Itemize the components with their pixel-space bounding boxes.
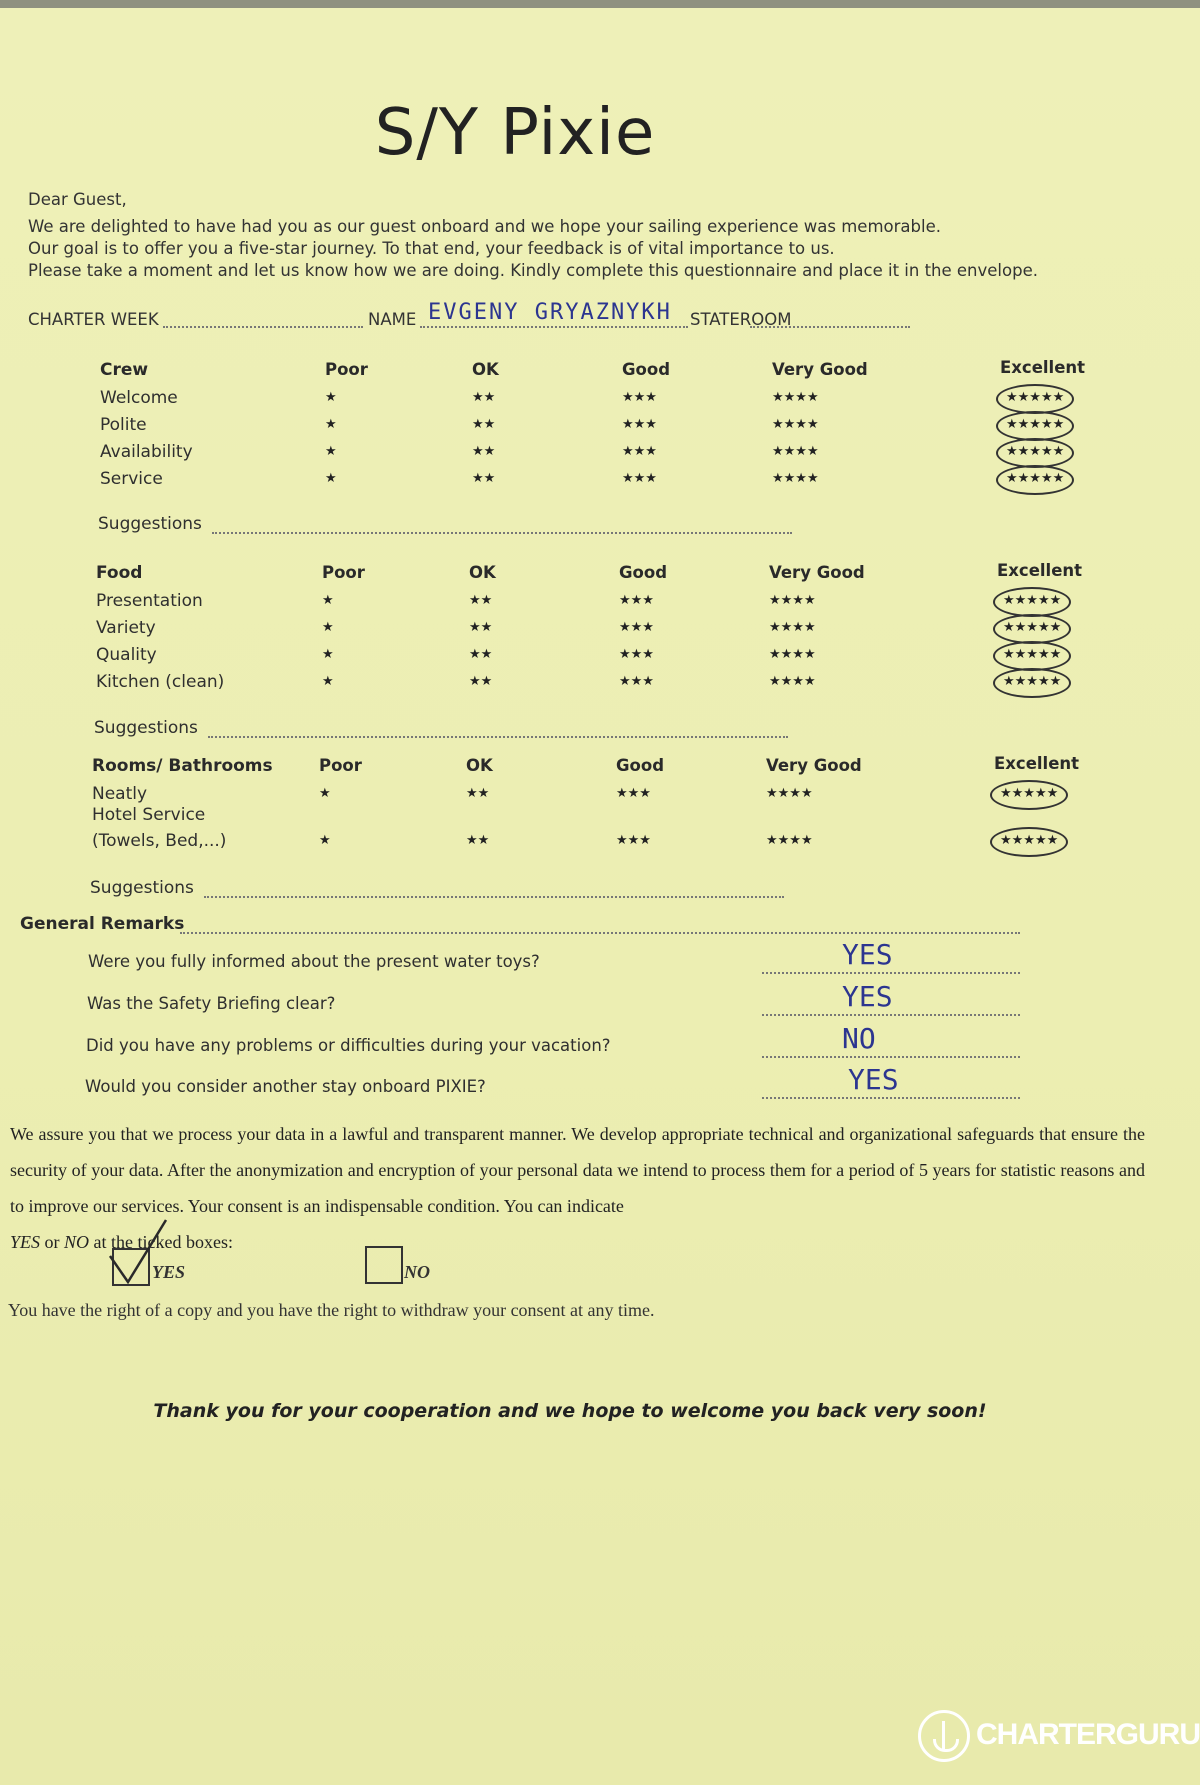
section-heading: Food: [96, 563, 143, 583]
rating-column-header: OK: [469, 563, 496, 582]
rating-option-ok[interactable]: ★★: [472, 390, 496, 405]
rating-option-very-good[interactable]: ★★★★: [772, 471, 819, 486]
suggestions-label: Suggestions: [98, 514, 202, 534]
selected-rating-circle: [993, 614, 1071, 644]
form-title: S/Y Pixie: [374, 96, 656, 170]
intro-line-2: Our goal is to offer you a five-star journey. To that end, your feedback is of vital importance to us.: [28, 239, 835, 258]
indicate-rest: at the ticked boxes:: [89, 1232, 233, 1252]
rating-option-very-good[interactable]: ★★★★: [769, 620, 816, 635]
rating-column-header: Excellent: [994, 754, 1080, 773]
indicate-no: NO: [64, 1232, 90, 1252]
selected-rating-circle: [996, 411, 1074, 441]
rating-column-header: Very Good: [772, 360, 868, 379]
remark-answer-line: [762, 1056, 1020, 1058]
rating-option-very-good[interactable]: ★★★★: [772, 444, 819, 459]
remark-answer-line: [762, 1097, 1020, 1099]
rating-option-ok[interactable]: ★★: [466, 833, 490, 848]
indicate-yes: YES: [10, 1232, 41, 1252]
rating-option-very-good[interactable]: ★★★★: [772, 390, 819, 405]
rating-option-poor[interactable]: ★: [325, 417, 337, 432]
rating-option-very-good[interactable]: ★★★★: [769, 674, 816, 689]
remark-question: Did you have any problems or difficulties during your vacation?: [86, 1036, 611, 1055]
rating-option-excellent[interactable]: ★★★★★: [1000, 833, 1059, 848]
intro-text: [28, 216, 1038, 282]
selected-rating-circle: [996, 438, 1074, 468]
rating-option-good[interactable]: ★★★: [619, 674, 654, 689]
anchor-icon: [918, 1710, 970, 1762]
section-heading: Crew: [100, 360, 149, 380]
rating-option-ok[interactable]: ★★: [472, 471, 496, 486]
rating-option-ok[interactable]: ★★: [469, 593, 493, 608]
rating-column-header: Very Good: [769, 563, 865, 582]
section-heading: Rooms/ Bathrooms: [92, 756, 273, 776]
rating-option-ok[interactable]: ★★: [469, 674, 493, 689]
remark-answer-field[interactable]: YES: [842, 938, 893, 971]
suggestions-label: Suggestions: [90, 878, 194, 898]
rating-column-header: Good: [619, 563, 668, 582]
stateroom-field[interactable]: [750, 326, 910, 328]
intro-line-1: We are delighted to have had you as our guest onboard and we hope your sailing experience was memorable.: [28, 217, 941, 236]
rating-option-poor[interactable]: ★: [322, 620, 334, 635]
rating-column-header: Poor: [319, 756, 362, 775]
rating-option-good[interactable]: ★★★: [622, 417, 657, 432]
rating-option-good[interactable]: ★★★: [622, 471, 657, 486]
suggestions-field[interactable]: [204, 896, 784, 898]
consent-yes-label: YES: [152, 1262, 186, 1282]
rating-option-poor[interactable]: ★: [319, 786, 331, 801]
rating-item-label: Neatly: [92, 784, 148, 804]
remark-question: Were you fully informed about the present water toys?: [88, 952, 540, 971]
remark-answer-field[interactable]: YES: [842, 980, 893, 1013]
selected-rating-circle: [996, 465, 1074, 495]
selected-rating-circle: [993, 587, 1071, 617]
rating-option-good[interactable]: ★★★: [619, 593, 654, 608]
general-remarks-field[interactable]: [180, 932, 1020, 934]
selected-rating-circle: [993, 668, 1071, 698]
rating-option-excellent[interactable]: ★★★★★: [1006, 417, 1065, 432]
charter-week-label: CHARTER WEEK: [28, 310, 159, 329]
rating-option-very-good[interactable]: ★★★★: [769, 647, 816, 662]
rating-option-ok[interactable]: ★★: [472, 444, 496, 459]
rating-column-header: Good: [622, 360, 671, 379]
rating-option-excellent[interactable]: ★★★★★: [1003, 674, 1062, 689]
selected-rating-circle: [990, 780, 1068, 810]
name-label: NAME: [368, 310, 417, 329]
rating-item-label: Availability: [100, 442, 193, 462]
name-field[interactable]: EVGENY GRYAZNYKH: [428, 300, 672, 325]
feedback-form-sheet: [0, 8, 1200, 1785]
rating-item-label: Variety: [96, 618, 156, 638]
rating-item-label: Quality: [96, 645, 157, 665]
consent-no-checkbox[interactable]: [365, 1246, 403, 1284]
selected-rating-circle: [990, 827, 1068, 857]
rating-column-header: Poor: [322, 563, 365, 582]
intro-line-3: Please take a moment and let us know how we are doing. Kindly complete this questionnaire and place it in the envelope.: [28, 261, 1038, 280]
remark-answer-field[interactable]: NO: [842, 1022, 876, 1055]
rating-option-excellent[interactable]: ★★★★★: [1006, 471, 1065, 486]
rating-option-excellent[interactable]: ★★★★★: [1006, 444, 1065, 459]
rating-option-poor[interactable]: ★: [322, 674, 334, 689]
rating-option-very-good[interactable]: ★★★★: [769, 593, 816, 608]
rating-option-poor[interactable]: ★: [322, 647, 334, 662]
privacy-paragraph: We assure you that we process your data in a lawful and transparent manner. We develop appropriate technical and organizational safeguards that ensure the security of your data. After the anonymization and encryption of your personal data we intend to process them for a period of 5 years for statistic reasons and to improve our services. Your consent is an indispensable condition. You can indicate: [10, 1124, 1145, 1216]
rating-column-header: OK: [466, 756, 493, 775]
rating-column-header: Excellent: [997, 561, 1083, 580]
rating-option-poor[interactable]: ★: [325, 390, 337, 405]
rating-item-label: Polite: [100, 415, 147, 435]
name-field-line: [420, 326, 688, 328]
rating-option-poor[interactable]: ★: [325, 471, 337, 486]
rating-option-very-good[interactable]: ★★★★: [766, 833, 813, 848]
rating-column-header: Very Good: [766, 756, 862, 775]
remark-answer-line: [762, 1014, 1020, 1016]
rating-option-excellent[interactable]: ★★★★★: [1003, 593, 1062, 608]
rating-option-excellent[interactable]: ★★★★★: [1003, 647, 1062, 662]
rating-option-excellent[interactable]: ★★★★★: [1000, 786, 1059, 801]
rating-column-header: Excellent: [1000, 358, 1086, 377]
rating-option-good[interactable]: ★★★: [619, 620, 654, 635]
consent-no-label: NO: [404, 1262, 430, 1282]
suggestions-field[interactable]: [208, 736, 788, 738]
selected-rating-circle: [996, 384, 1074, 414]
rating-option-good[interactable]: ★★★: [619, 647, 654, 662]
rating-item-label: Welcome: [100, 388, 178, 408]
remark-question: Would you consider another stay onboard PIXIE?: [85, 1077, 486, 1096]
rating-option-poor[interactable]: ★: [325, 444, 337, 459]
remark-answer-field[interactable]: YES: [848, 1063, 899, 1096]
stateroom-label: STATEROOM: [690, 310, 792, 329]
rating-option-excellent[interactable]: ★★★★★: [1003, 620, 1062, 635]
indicate-or: or: [40, 1232, 65, 1252]
remark-question: Was the Safety Briefing clear?: [87, 994, 336, 1013]
withdraw-statement: You have the right of a copy and you have the right to withdraw your consent at any time.: [8, 1300, 655, 1320]
rating-column-header: OK: [472, 360, 499, 379]
watermark-text: CHARTERGURU: [976, 1718, 1200, 1751]
rating-column-header: Good: [616, 756, 665, 775]
rating-option-poor[interactable]: ★: [319, 833, 331, 848]
rating-item-label: (Towels, Bed,...): [92, 831, 227, 851]
suggestions-label: Suggestions: [94, 718, 198, 738]
rating-option-ok[interactable]: ★★: [472, 417, 496, 432]
rating-item-label: Service: [100, 469, 163, 489]
rating-column-header: Poor: [325, 360, 368, 379]
remark-answer-line: [762, 972, 1020, 974]
rating-option-ok[interactable]: ★★: [466, 786, 490, 801]
greeting: Dear Guest,: [28, 190, 127, 209]
rating-option-good[interactable]: ★★★: [616, 786, 651, 801]
privacy-statement: [10, 1116, 1145, 1260]
charter-week-field[interactable]: [163, 326, 363, 328]
guest-details-row: [28, 300, 928, 332]
selected-rating-circle: [993, 641, 1071, 671]
rating-item-label: Kitchen (clean): [96, 672, 225, 692]
rating-option-poor[interactable]: ★: [322, 593, 334, 608]
rating-option-good[interactable]: ★★★: [622, 390, 657, 405]
rating-option-good[interactable]: ★★★: [622, 444, 657, 459]
general-remarks-label: General Remarks: [20, 914, 185, 934]
rating-option-excellent[interactable]: ★★★★★: [1006, 390, 1065, 405]
rating-item-label: Presentation: [96, 591, 203, 611]
thank-you-message: Thank you for your cooperation and we hope to welcome you back very soon!: [153, 1400, 987, 1422]
rating-option-ok[interactable]: ★★: [469, 647, 493, 662]
rating-option-very-good[interactable]: ★★★★: [766, 786, 813, 801]
rating-option-good[interactable]: ★★★: [616, 833, 651, 848]
rating-option-ok[interactable]: ★★: [469, 620, 493, 635]
suggestions-field[interactable]: [212, 532, 792, 534]
rating-option-very-good[interactable]: ★★★★: [772, 417, 819, 432]
rating-item-label: Hotel Service: [92, 805, 206, 825]
